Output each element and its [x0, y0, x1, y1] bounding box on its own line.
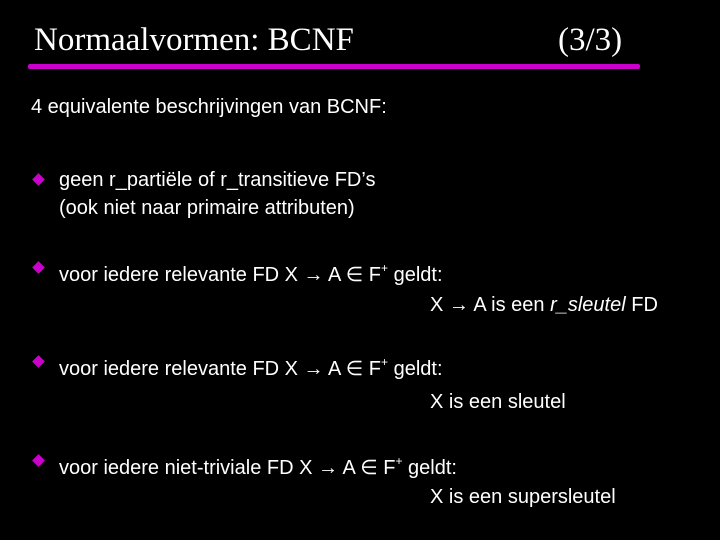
list-item-1-line2: (ook niet naar primaire attributen) — [59, 197, 355, 219]
list-item-2-detail-emphasis: r_sleutel — [550, 294, 626, 316]
list-item-4-detail: X is een supersleutel — [430, 486, 616, 508]
list-item-3-sup: + — [381, 355, 389, 369]
title-underline — [28, 64, 640, 69]
list-item-1-line1: geen r_partiële of r_transitieve FD’s — [59, 169, 376, 191]
list-item-2-detail-post: FD — [625, 294, 658, 316]
list-item-2-tail: geldt: — [388, 264, 443, 286]
list-item-4 — [59, 447, 457, 482]
list-item-2-text: voor iedere relevante FD X → A ∈ F — [59, 264, 382, 286]
list-item-3-text: voor iedere relevante FD X → A ∈ F — [59, 358, 382, 380]
list-item-3-tail: geldt: — [388, 358, 443, 380]
slide-title: Normaalvormen: BCNF — [34, 22, 354, 58]
bullet-diamond-icon — [32, 261, 45, 274]
bullet-diamond-icon — [32, 355, 45, 368]
list-item-2-sup: + — [381, 261, 389, 275]
list-item-2-detail-pre: X → A is een — [430, 294, 551, 316]
list-item-3 — [59, 348, 443, 383]
list-item-4-text: voor iedere niet-triviale FD X → A ∈ F — [59, 457, 396, 479]
list-item-2 — [59, 254, 443, 289]
list-item-3-detail: X is een sleutel — [430, 391, 566, 413]
intro-text: 4 equivalente beschrijvingen van BCNF: — [31, 96, 387, 118]
slide-page-number: (3/3) — [558, 22, 623, 58]
list-item-1 — [59, 166, 375, 222]
list-item-4-tail: geldt: — [402, 457, 457, 479]
list-item-2-detail — [430, 291, 658, 319]
list-item-4-sup: + — [395, 454, 403, 468]
bullet-diamond-icon — [32, 173, 45, 186]
bullet-diamond-icon — [32, 454, 45, 467]
